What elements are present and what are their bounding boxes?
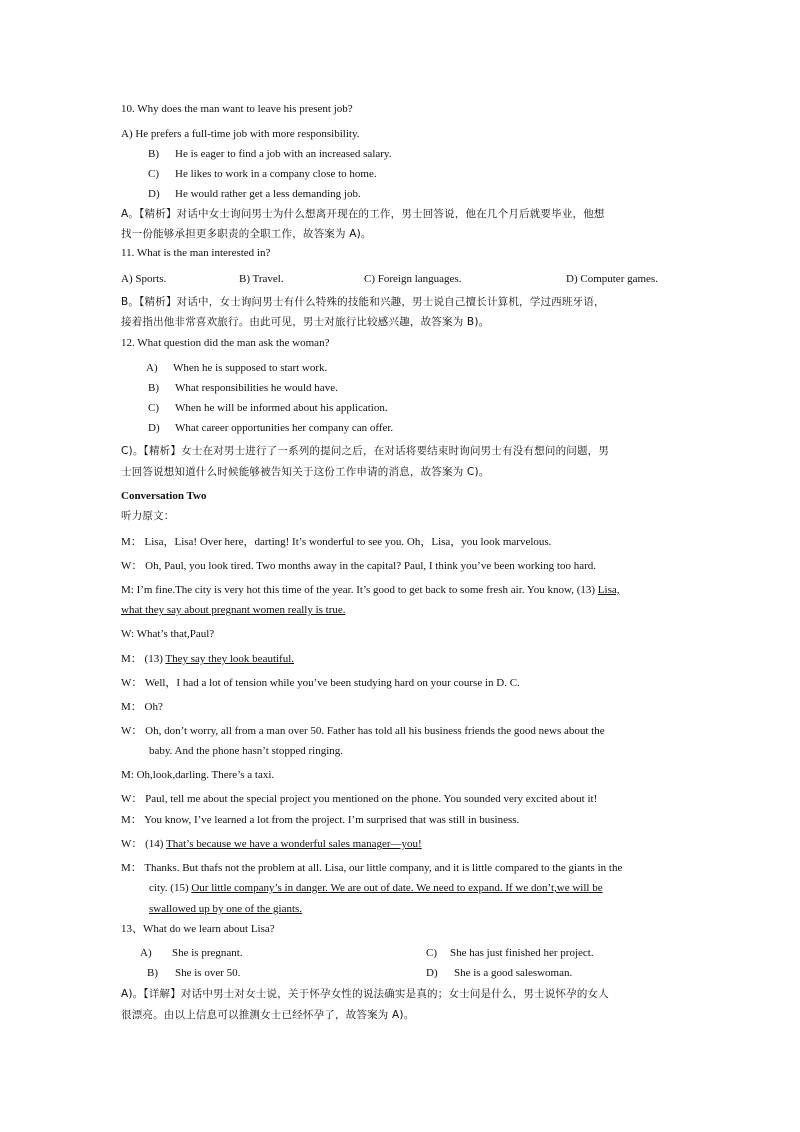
dialogue-line xyxy=(121,652,294,666)
underlined-answer: swallowed up by one of the giants. xyxy=(149,903,303,915)
option-text: What career opportunities her company can offer. xyxy=(175,422,394,434)
option-text: He likes to work in a company close to home. xyxy=(175,168,377,180)
dialogue-text: city. (15) xyxy=(149,882,192,894)
q11-option-b: B) Travel. xyxy=(239,273,284,285)
underlined-answer: That’s because we have a wonderful sales manager—you! xyxy=(166,838,422,850)
q10-answer-line2: 找一份能够承担更多职责的全职工作，故答案为 A)。 xyxy=(121,228,372,240)
q12-question: 12. What question did the man ask the woman? xyxy=(121,337,330,349)
q11-answer-line2: 接着指出他非常喜欢旅行。由此可见，男士对旅行比较感兴趣，故答案为 B)。 xyxy=(121,316,490,328)
q10-option-c xyxy=(148,167,377,181)
option-text: What responsibilities he would have. xyxy=(175,382,338,394)
q13-option-a xyxy=(140,946,243,960)
option-letter: C) xyxy=(148,402,159,414)
transcript-label: 听力原文： xyxy=(121,510,175,522)
option-text: She is a good saleswoman. xyxy=(454,967,573,979)
dialogue-line: M： Thanks. But thafs not the problem at all. Lisa, our little company, and it is little compared to the giants in the xyxy=(121,862,623,874)
q10-option-a: A) He prefers a full-time job with more responsibility. xyxy=(121,128,360,140)
q12-option-b xyxy=(148,381,338,395)
dialogue-line: W： Well，I had a lot of tension while you’ve been studying hard on your course in D. C. xyxy=(121,677,520,689)
q10-option-d xyxy=(148,187,361,201)
option-letter: C) xyxy=(426,947,437,959)
option-letter: D) xyxy=(148,188,160,200)
dialogue-line: M： Lisa，Lisa! Over here，darting! It’s wonderful to see you. Oh，Lisa，you look marvelous. xyxy=(121,536,552,548)
option-text: When he will be informed about his application. xyxy=(175,402,388,414)
option-letter: B) xyxy=(148,382,159,394)
option-text: He is eager to find a job with an increased salary. xyxy=(175,148,392,160)
q12-option-d xyxy=(148,421,393,435)
dialogue-text: M: I’m fine.The city is very hot this time of the year. It’s good to get back to some fresh air. You know, (13) xyxy=(121,584,598,596)
dialogue-line-continued: baby. And the phone hasn’t stopped ringing. xyxy=(149,745,344,757)
q13-option-c xyxy=(426,946,594,960)
q13-option-d xyxy=(426,966,572,980)
dialogue-line: W: What’s that,Paul? xyxy=(121,628,215,640)
q10-question: 10. Why does the man want to leave his present job? xyxy=(121,103,353,115)
option-text: She is pregnant. xyxy=(172,947,243,959)
q12-option-a xyxy=(146,361,327,375)
underlined-answer: They say they look beautiful. xyxy=(165,653,295,665)
q12-answer-line2: 士回答说想知道什么时候能够被告知关于这份工作申请的消息，故答案为 C)。 xyxy=(121,466,490,478)
conversation-title: Conversation Two xyxy=(121,490,207,502)
dialogue-line-continued xyxy=(149,881,603,895)
dialogue-line xyxy=(121,583,620,597)
option-text: She is over 50. xyxy=(175,967,241,979)
option-letter: D) xyxy=(148,422,160,434)
dialogue-line: M: Oh,look,darling. There’s a taxi. xyxy=(121,769,275,781)
dialogue-line xyxy=(121,837,422,851)
q10-option-b xyxy=(148,147,391,161)
q11-question: 11. What is the man interested in? xyxy=(121,247,271,259)
option-letter: A) xyxy=(146,362,158,374)
option-letter: B) xyxy=(147,967,158,979)
option-letter: C) xyxy=(148,168,159,180)
q11-option-d: D) Computer games. xyxy=(566,273,658,285)
q10-answer-line1: A。【精析】对话中女士询问男士为什么想离开现在的工作，男士回答说，他在几个月后就要毕业，他想 xyxy=(121,208,605,220)
option-text: He would rather get a less demanding job. xyxy=(175,188,361,200)
option-letter: B) xyxy=(148,148,159,160)
q12-answer-line1: C)。【精析】女士在对男士进行了一系列的提问之后，在对话将要结束时询问男士有没有想问的问题，男 xyxy=(121,445,610,457)
dialogue-line: M： You know, I’ve learned a lot from the project. I’m surprised that was still in business. xyxy=(121,814,520,826)
underlined-answer: Lisa, xyxy=(597,584,620,596)
dialogue-line: W： Oh, don’t worry, all from a man over 50. Father has told all his business friends the good news about the xyxy=(121,725,605,737)
dialogue-line: W： Oh, Paul, you look tired. Two months away in the capital? Paul, I think you’ve been working too hard. xyxy=(121,560,596,572)
q13-answer-line2: 很漂亮。由以上信息可以推测女士已经怀孕了，故答案为 A)。 xyxy=(121,1009,415,1021)
dialogue-line: M： Oh? xyxy=(121,701,163,713)
q11-option-c: C) Foreign languages. xyxy=(364,273,462,285)
q13-question: 13、What do we learn about Lisa? xyxy=(121,923,275,935)
option-text: She has just finished her project. xyxy=(450,947,594,959)
q11-answer-line1: B。【精析】对话中，女士询问男士有什么特殊的技能和兴趣，男士说自己擅长计算机，学过西班牙语， xyxy=(121,296,605,308)
option-letter: A) xyxy=(140,947,152,959)
dialogue-text: M： (13) xyxy=(121,653,166,665)
dialogue-text: W： (14) xyxy=(121,838,167,850)
q13-answer-line1: A)。【详解】对话中男士对女士说，关于怀孕女性的说法确实是真的；女士问是什么，男士说怀孕的女人 xyxy=(121,988,609,1000)
option-text: When he is supposed to start work. xyxy=(173,362,328,374)
q12-option-c xyxy=(148,401,388,415)
dialogue-line: W： Paul, tell me about the special project you mentioned on the phone. You sounded very excited about it! xyxy=(121,793,598,805)
q13-option-b xyxy=(147,966,240,980)
underlined-answer: Our little company’s in danger. We are out of date. We need to expand. If we don’t,we will be xyxy=(191,882,603,894)
q11-option-a: A) Sports. xyxy=(121,273,167,285)
underlined-answer: what they say about pregnant women really is true. xyxy=(121,604,346,616)
option-letter: D) xyxy=(426,967,438,979)
